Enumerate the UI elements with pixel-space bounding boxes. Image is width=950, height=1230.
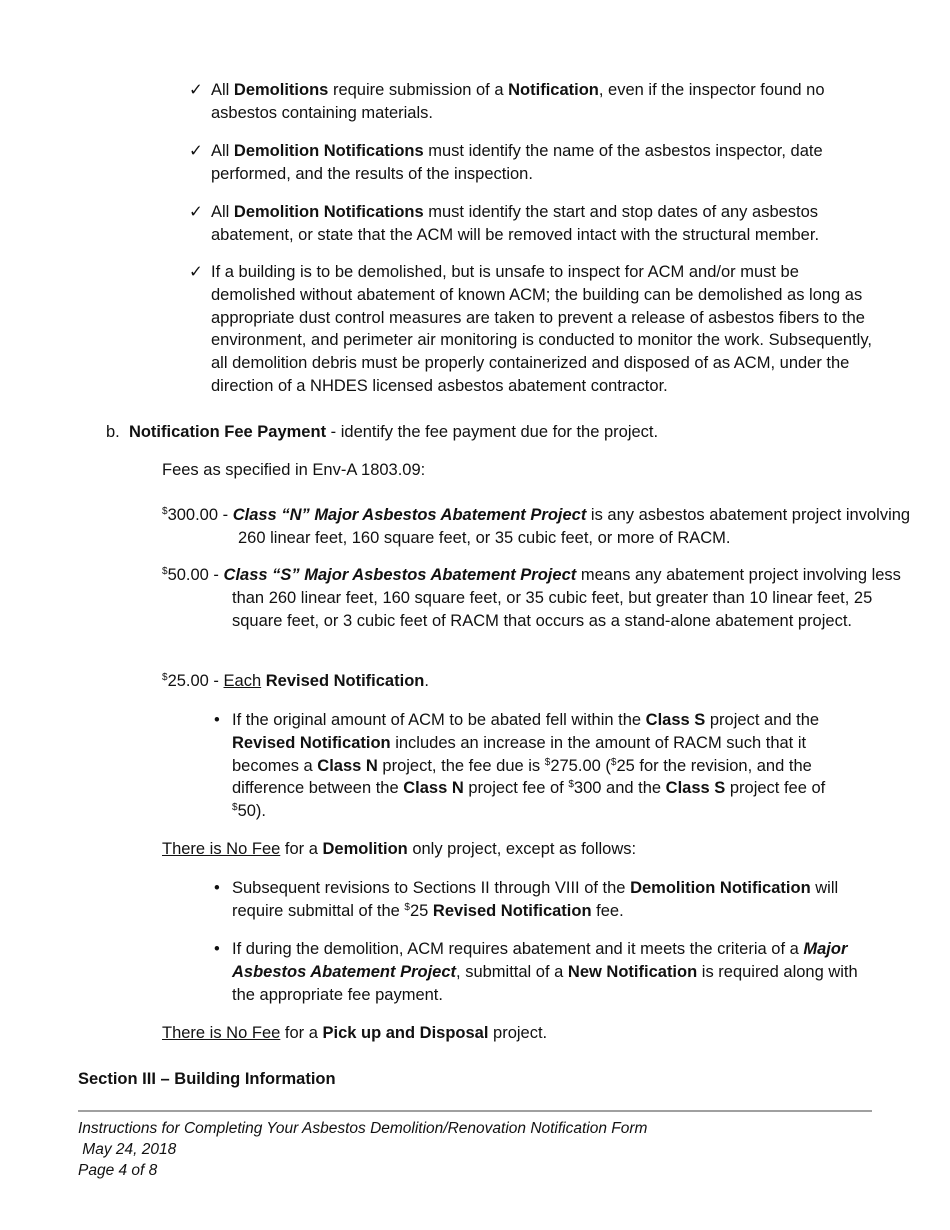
no-fee-demolition: There is No Fee for a Demolition only project, except as follows: [162, 840, 637, 858]
fee-class-s: $50.00 - Class “S” Major Asbestos Abatement Project means any abatement project involving less than 260 linear feet, 160 square feet, or 35 cubic feet, but greater than 10 linear feet, 25 square feet, or 3 cubic feet of RACM that occurs as a stand-alone abatement project. [162, 566, 901, 630]
no-fee-pickup-disposal: There is No Fee for a Pick up and Disposal project. [162, 1024, 548, 1042]
revised-fee-bullet: If the original amount of ACM to be abated fell within the Class S project and the Revised Notification includes an increase in the amount of RACM such that it becomes a Class N project, the fee due is $275.00 ($25 for the revision, and the difference between the Class N project fee of $300 and the Class S project fee of $50). [232, 711, 826, 821]
fee-class-n: $300.00 - Class “N” Major Asbestos Abatement Project is any asbestos abatement project involving 260 linear feet, 160 square feet, or 35 cubic feet, or more of RACM. [162, 506, 911, 547]
demolition-abatement-bullet: If during the demolition, ACM requires abatement and it meets the criteria of a Major Asbestos Abatement Project, submittal of a New Notification is required along with the appropriate fee payment. [232, 940, 858, 1004]
check-item-demolition-notification: All Demolitions require submission of a Notification, even if the inspector found no asbestos containing materials. [211, 81, 825, 122]
checkmark-icon: ✓ [189, 203, 203, 221]
footer-title: Instructions for Completing Your Asbestos Demolition/Renovation Notification Form [78, 1120, 648, 1137]
footer-date: May 24, 2018 [78, 1141, 177, 1158]
footer-page-number: Page 4 of 8 [78, 1162, 158, 1179]
check-item-abatement-dates: All Demolition Notifications must identify the start and stop dates of any asbestos abatement, or state that the ACM will be removed intact with the structural member. [211, 203, 820, 244]
footer-divider [78, 1110, 872, 1112]
demolition-revisions-bullet: Subsequent revisions to Sections II through VIII of the Demolition Notification will require submittal of the $25 Revised Notification fee. [232, 879, 839, 920]
check-item-unsafe-building: If a building is to be demolished, but is unsafe to inspect for ACM and/or must be demolished without abatement of known ACM; the building can be demolished as long as appropriate dust control measures are taken to prevent a release of asbestos fibers to the environment, and perimeter air monitoring is conducted to monitor the work. Subsequently, all demolition debris must be properly containerized and disposed of as ACM, under the direction of a NHDES licensed asbestos abatement contractor. [211, 263, 872, 395]
fees-intro: Fees as specified in Env-A 1803.09: [162, 461, 426, 479]
checkmark-icon: ✓ [189, 81, 203, 99]
bullet-icon: • [214, 879, 220, 897]
section-b-heading: b. Notification Fee Payment - identify the fee payment due for the project. [106, 423, 659, 441]
checkmark-icon: ✓ [189, 142, 203, 160]
fee-revised-notification: $25.00 - Each Revised Notification. [162, 672, 429, 690]
check-item-inspector-info: All Demolition Notifications must identify the name of the asbestos inspector, date performed, and the results of the inspection. [211, 142, 823, 183]
bullet-icon: • [214, 940, 220, 958]
checkmark-icon: ✓ [189, 263, 203, 281]
section-iii-heading: Section III – Building Information [78, 1070, 336, 1088]
bullet-icon: • [214, 711, 220, 729]
